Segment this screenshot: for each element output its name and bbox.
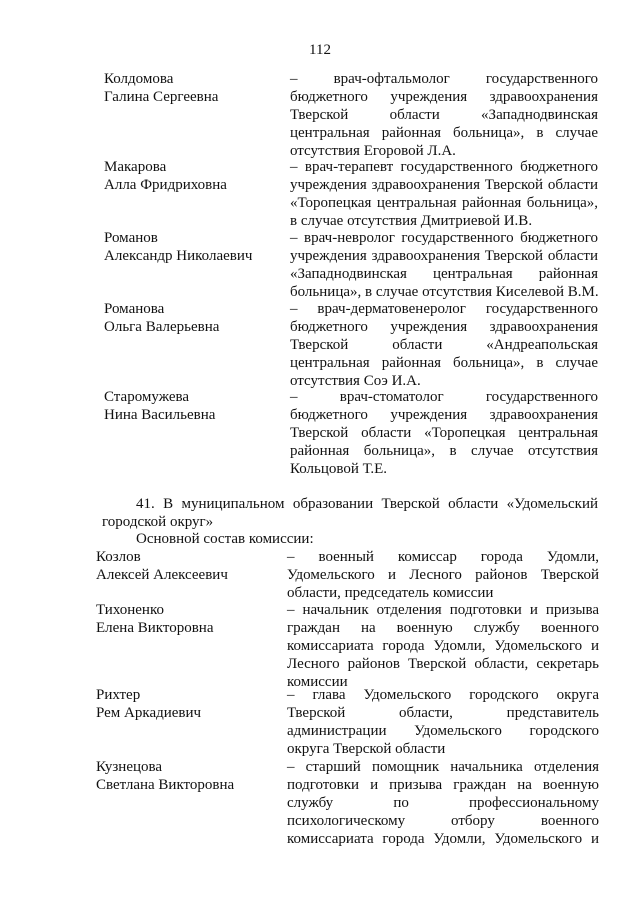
member-surname: Колдомова [104, 71, 174, 87]
position-line: округа Тверской области [287, 741, 446, 757]
member-given-names: Алексей Алексеевич [96, 567, 228, 583]
position-line: – врач-стоматолог государственного [290, 389, 598, 405]
position-line: – старший помощник начальника отделения [287, 759, 599, 775]
position-line: психологическому отбору военного [287, 813, 599, 829]
position-line: бюджетного учреждения здравоохранения [290, 407, 598, 423]
position-line: службу по профессиональному [287, 795, 599, 811]
position-line: граждан на военную службу военного [287, 620, 599, 636]
position-line: области, председатель комиссии [287, 585, 494, 601]
position-line: – глава Удомельского городского округа [287, 687, 599, 703]
member-given-names: Галина Сергеевна [104, 89, 219, 105]
member-surname: Тихоненко [96, 602, 164, 618]
member-given-names: Светлана Викторовна [96, 777, 235, 793]
member-surname: Романов [104, 230, 158, 246]
position-line: комиссариата города Удомли, Удомельского и [287, 638, 599, 654]
member-surname: Макарова [104, 159, 167, 175]
position-line: учреждения здравоохранения Тверской области [290, 177, 598, 193]
member-name [96, 686, 276, 722]
member-given-names: Елена Викторовна [96, 620, 214, 636]
position-line: бюджетного учреждения здравоохранения [290, 319, 598, 335]
member-position [290, 300, 598, 390]
position-line: Лесного районов Тверской области, секретарь [287, 656, 599, 672]
member-given-names: Александр Николаевич [104, 248, 253, 264]
member-surname: Козлов [96, 549, 141, 565]
member-position [290, 388, 598, 478]
position-line: центральная районная больница», в случае [290, 125, 598, 141]
position-line: комиссии [287, 674, 348, 690]
position-line: в случае отсутствия Дмитриевой И.В. [290, 213, 533, 229]
position-line: – военный комиссар города Удомли, [287, 549, 599, 565]
member-position [290, 158, 598, 230]
member-position [287, 601, 599, 691]
section-heading-line: городской округ» [102, 514, 214, 530]
position-line: Тверской области «Западнодвинская [290, 107, 598, 123]
member-position [287, 758, 599, 848]
position-line: подготовки и призыва граждан на военную [287, 777, 599, 793]
position-line: – начальник отделения подготовки и призыва [287, 602, 599, 618]
position-line: отсутствия Соэ И.А. [290, 373, 421, 389]
member-name [104, 158, 284, 194]
position-line: комиссариата города Удомли, Удомельского и [287, 831, 599, 847]
position-line: больница», в случае отсутствия Киселевой В.М. [290, 284, 599, 300]
member-name [96, 601, 276, 637]
section-heading-line: 41. В муниципальном образовании Тверской области «Удомельский [136, 496, 598, 512]
member-surname: Романова [104, 301, 165, 317]
position-line: – врач-терапевт государственного бюджетного [290, 159, 598, 175]
member-given-names: Нина Васильевна [104, 407, 216, 423]
member-name [96, 548, 276, 584]
member-position [290, 229, 598, 301]
member-given-names: Рем Аркадиевич [96, 705, 202, 721]
position-line: – врач-невролог государственного бюджетного [290, 230, 598, 246]
member-name [104, 388, 284, 424]
member-given-names: Ольга Валерьевна [104, 319, 220, 335]
position-line: Удомельского и Лесного районов Тверской [287, 567, 599, 583]
member-position [290, 70, 598, 160]
member-name [104, 229, 284, 265]
position-line: – врач-офтальмолог государственного [290, 71, 598, 87]
member-surname: Старомужева [104, 389, 190, 405]
page-number: 112 [309, 42, 331, 58]
member-name [104, 70, 284, 106]
composition-label: Основной состав комиссии: [136, 531, 314, 547]
member-surname: Кузнецова [96, 759, 163, 775]
member-name [96, 758, 276, 794]
member-position [287, 548, 599, 602]
position-line: администрации Удомельского городского [287, 723, 599, 739]
position-line: районная больница», в случае отсутствия [290, 443, 598, 459]
position-line: Кольцовой Т.Е. [290, 461, 387, 477]
member-name [104, 300, 284, 336]
composition-heading [136, 530, 598, 548]
position-line: Тверской области, представитель [287, 705, 599, 721]
section-heading [102, 495, 598, 531]
member-position [287, 686, 599, 758]
position-line: центральная районная больница», в случае [290, 355, 598, 371]
position-line: «Западнодвинская центральная районная [290, 266, 598, 282]
position-line: отсутствия Егоровой Л.А. [290, 143, 456, 159]
position-line: Тверской области «Торопецкая центральная [290, 425, 598, 441]
member-given-names: Алла Фридриховна [104, 177, 227, 193]
position-line: – врач-дерматовенеролог государственного [290, 301, 598, 317]
position-line: бюджетного учреждения здравоохранения [290, 89, 598, 105]
position-line: Тверской области «Андреапольская [290, 337, 598, 353]
position-line: учреждения здравоохранения Тверской области [290, 248, 598, 264]
position-line: «Торопецкая центральная районная больница», [290, 195, 598, 211]
member-surname: Рихтер [96, 687, 141, 703]
